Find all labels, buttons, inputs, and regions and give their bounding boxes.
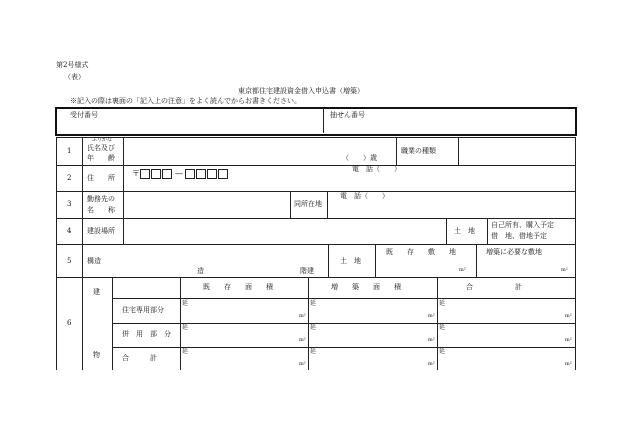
- form-title: 東京都住宅建設資金借入申込書（増築）: [238, 87, 364, 95]
- employer-phone-label: 電 話（ ）: [340, 192, 389, 200]
- postal-dash: —: [175, 169, 183, 178]
- area-unit: m²: [299, 361, 306, 367]
- row-line: [56, 277, 575, 278]
- postal-digit-box[interactable]: [196, 169, 206, 179]
- existing-area-header: 既 存 面 積: [203, 283, 273, 291]
- postal-digit-box[interactable]: [185, 169, 195, 179]
- address-label: 住 所: [87, 174, 115, 182]
- area-unit: m²: [565, 361, 572, 367]
- building-label-bottom: 物: [93, 351, 100, 359]
- postal-digit-box[interactable]: [162, 169, 172, 179]
- job-value-divider: [458, 137, 459, 165]
- structure-land-label: 土 地: [340, 257, 361, 265]
- area-unit: m²: [428, 313, 435, 319]
- area-unit: m²: [299, 337, 306, 343]
- address-phone-label: 電 話（ ）: [352, 165, 401, 173]
- area-unit: m²: [565, 313, 572, 319]
- reception-box: [55, 107, 577, 136]
- row6-number: 6: [67, 319, 72, 327]
- shared-part-label: 併 用 部 分: [122, 330, 171, 338]
- required-site-unit: m²: [561, 267, 568, 273]
- table-left-border: [56, 137, 57, 370]
- floors-word: 階建: [300, 267, 314, 275]
- site-land-divider: [446, 218, 447, 244]
- residential-part-label: 住宅専用部分: [122, 306, 164, 314]
- area-unit: m²: [428, 337, 435, 343]
- postal-digit-box[interactable]: [151, 169, 161, 179]
- row-line: [56, 165, 575, 166]
- site-land-label: 土 地: [454, 227, 475, 235]
- row-line: [56, 244, 575, 245]
- construction-site-label: 建設場所: [87, 227, 115, 235]
- row4-number: 4: [67, 227, 72, 235]
- gross-mark: 延: [182, 300, 189, 307]
- gross-mark: 延: [439, 300, 446, 307]
- name-age-label-a: 氏名及び: [87, 144, 115, 152]
- required-site-divider: [476, 244, 477, 277]
- employer-label-a: 勤務先の: [87, 195, 115, 203]
- area-unit: m²: [299, 313, 306, 319]
- row5-number: 5: [67, 257, 72, 265]
- existing-site-unit: m²: [459, 267, 466, 273]
- required-site-label: 増築に必要な敷地: [486, 248, 542, 256]
- ownership-option-b: 借 地、借地予定: [491, 232, 547, 240]
- notice-text: ※記入の際は裏面の「記入上の注意」をよく読んでからお書きください。: [70, 97, 301, 105]
- reception-number-label: 受付番号: [70, 111, 98, 119]
- postal-code-boxes[interactable]: [132, 168, 229, 179]
- area-unit: m²: [428, 361, 435, 367]
- building-label-top: 建: [93, 288, 100, 296]
- row-line: [56, 137, 575, 138]
- form-number: 第2号様式: [56, 61, 89, 69]
- name-age-label-b: 年 齢: [87, 154, 115, 162]
- gross-mark: 延: [310, 300, 317, 307]
- postal-digit-box[interactable]: [207, 169, 217, 179]
- form-side-label: （表）: [64, 73, 85, 81]
- lottery-number-label: 抽せん番号: [330, 111, 365, 119]
- age-unit: （ ）歳: [342, 154, 377, 162]
- gross-mark: 延: [182, 348, 189, 355]
- job-type-label: 職業の種類: [401, 147, 436, 155]
- gross-mark: 延: [310, 348, 317, 355]
- total-area-header: 合 計: [466, 283, 522, 291]
- gross-mark: 延: [182, 324, 189, 331]
- existing-site-label: 既 存 敷 地: [386, 248, 456, 256]
- postal-digit-box[interactable]: [218, 169, 228, 179]
- employer-location-label: 同所在地: [294, 200, 322, 208]
- structure-land-divider: [328, 244, 329, 277]
- employer-label-b: 名 称: [87, 206, 115, 214]
- gross-mark: 延: [439, 324, 446, 331]
- employer-location-divider: [327, 191, 328, 218]
- gross-mark: 延: [310, 324, 317, 331]
- reception-divider: [323, 108, 324, 133]
- area-total-label: 合 計: [122, 354, 157, 362]
- structure-label: 構造: [87, 257, 101, 265]
- employer-divider: [290, 191, 291, 218]
- row3-number: 3: [67, 200, 72, 208]
- table-right-border: [575, 137, 576, 370]
- site-ownership-divider: [487, 218, 488, 244]
- row-line: [56, 218, 575, 219]
- area-unit: m²: [565, 337, 572, 343]
- ownership-option-a: 自己所有、購入予定: [491, 221, 554, 229]
- gross-mark: 延: [439, 348, 446, 355]
- addition-area-header: 増 築 面 積: [331, 283, 401, 291]
- structure-word: 造: [197, 267, 204, 275]
- postal-mark: 〒: [132, 169, 140, 178]
- label-column-divider: [123, 137, 124, 245]
- postal-digit-box[interactable]: [140, 169, 150, 179]
- existing-site-divider: [375, 244, 376, 277]
- job-divider: [396, 137, 397, 165]
- area-row-line: [112, 298, 575, 299]
- row-line: [56, 191, 575, 192]
- no-column-divider: [82, 137, 83, 370]
- furigana-label: ふりがな: [92, 137, 113, 143]
- row2-number: 2: [67, 174, 72, 182]
- row1-number: 1: [67, 147, 72, 155]
